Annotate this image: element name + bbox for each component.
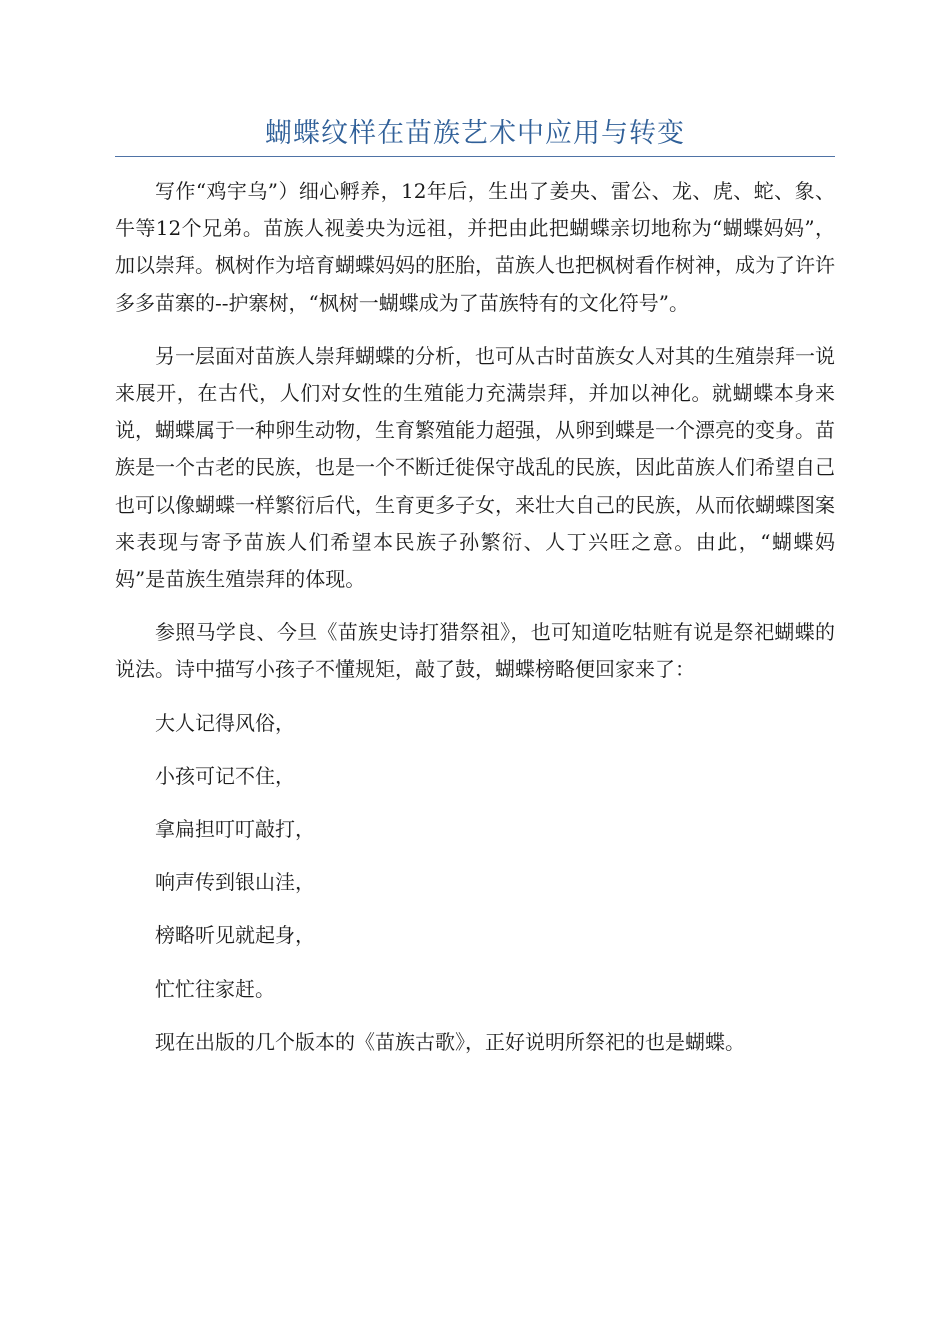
paragraph-1: 写作“鸡宇乌”）细心孵养，12年后，生出了姜央、雷公、龙、虎、蛇、象、牛等12个兄弟。苗族人视姜央为远祖，并把由此把蝴蝶亲切地称为“蝴蝶妈妈”，加以崇拜。枫树作为培育蝴蝶妈妈的胚胎，苗族人也把枫树看作树神，成为了许许多多苗寨的--护寨树，“枫树一蝴蝶成为了苗族特有的文化符号”。 [115,179,835,315]
verse-line-2: 小孩可记不住， [155,763,295,788]
title-header [115,112,835,157]
verse-line-6: 忙忙往家赶。 [155,976,275,1001]
verse-line-4: 响声传到银山洼， [155,870,315,895]
page-title: 蝴蝶纹样在苗族艺术中应用与转变 [265,118,685,149]
closing-paragraph: 现在出版的几个版本的《苗族古歌》，正好说明所祭祀的也是蝴蝶。 [155,1029,745,1054]
paragraph-3: 参照马学良、今旦《苗族史诗打猎祭祖》，也可知道吃牯赃有说是祭祀蝴蝶的说法。诗中描写小孩子不懂规矩，敲了鼓，蝴蝶榜略便回家来了： [115,620,835,682]
verse-line-1: 大人记得风俗， [155,710,295,735]
verse-line-5: 榜略听见就起身， [155,923,315,948]
verse-line-3: 拿扁担叮叮敲打， [155,817,315,842]
paragraph-2: 另一层面对苗族人崇拜蝴蝶的分析，也可从古时苗族女人对其的生殖崇拜一说来展开，在古代，人们对女性的生殖能力充满崇拜，并加以神化。就蝴蝶本身来说，蝴蝶属于一种卵生动物，生育繁殖能力超强，从卵到蝶是一个漂亮的变身。苗族是一个古老的民族，也是一个不断迁徙保守战乱的民族，因此苗族人们希望自己也可以像蝴蝶一样繁衍后代，生育更多子女，来壮大自己的民族，从而依蝴蝶图案来表现与寄予苗族人们希望本民族子孙繁衍、人丁兴旺之意。由此，“蝴蝶妈妈”是苗族生殖崇拜的体现。 [115,343,835,592]
document-body [115,173,835,1077]
